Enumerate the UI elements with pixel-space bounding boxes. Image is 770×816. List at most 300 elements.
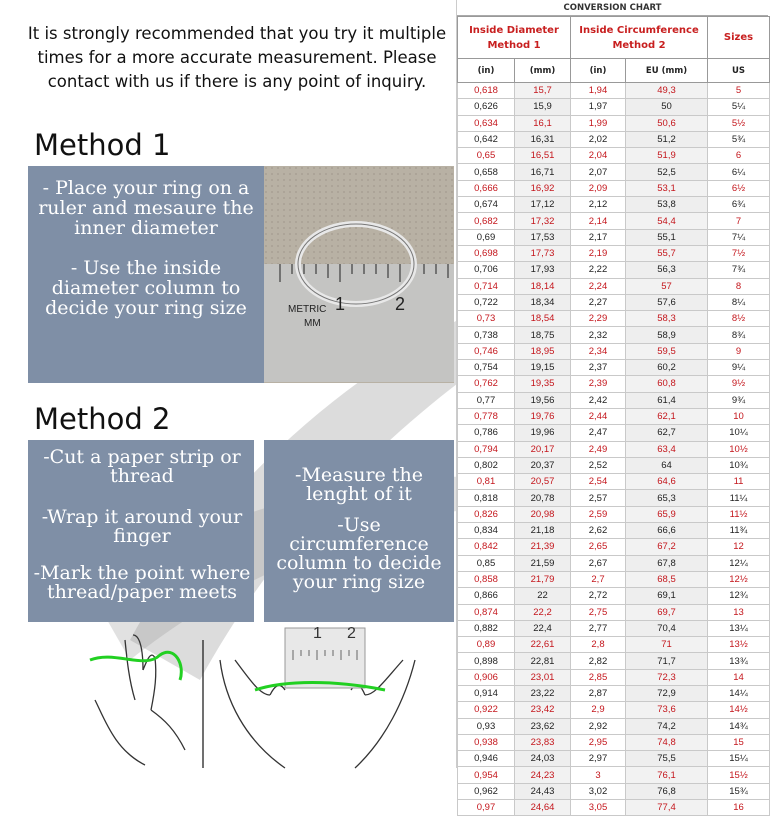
table-cell: 69,1 <box>626 588 708 604</box>
table-row <box>458 294 770 310</box>
table-cell: 2,17 <box>571 229 626 245</box>
table-cell: 22 <box>515 588 571 604</box>
ruler-metric-label: METRIC <box>288 304 327 315</box>
table-row <box>458 800 770 816</box>
table-cell: 7 <box>708 213 770 229</box>
table-cell: 0,73 <box>458 311 515 327</box>
table-cell: 0,954 <box>458 767 515 783</box>
table-cell: 0,826 <box>458 506 515 522</box>
table-cell: 56,3 <box>626 262 708 278</box>
table-cell: 2,12 <box>571 197 626 213</box>
table-row <box>458 783 770 799</box>
table-cell: 65,9 <box>626 506 708 522</box>
table-cell: 15,7 <box>515 83 571 99</box>
table-cell: 16,92 <box>515 180 571 196</box>
method-2-title: Method 2 <box>34 402 171 436</box>
table-cell: 22,81 <box>515 653 571 669</box>
ruler-mm-label: MM <box>304 318 321 329</box>
table-cell: 3 <box>571 767 626 783</box>
table-cell: 58,9 <box>626 327 708 343</box>
table-cell: 58,3 <box>626 311 708 327</box>
table-cell: 0,93 <box>458 718 515 734</box>
table-cell: 23,62 <box>515 718 571 734</box>
header-inside-diameter: Inside Diameter Method 1 <box>458 17 571 59</box>
thread-ruler-number-2: 2 <box>347 625 356 642</box>
table-cell: 17,93 <box>515 262 571 278</box>
table-cell: 2,75 <box>571 604 626 620</box>
table-cell: 2,19 <box>571 245 626 261</box>
table-cell: 2,02 <box>571 131 626 147</box>
table-cell: 3,02 <box>571 783 626 799</box>
table-cell: 55,1 <box>626 229 708 245</box>
table-cell: 13¼ <box>708 620 770 636</box>
table-cell: 57,6 <box>626 294 708 310</box>
table-cell: 59,5 <box>626 343 708 359</box>
table-cell: 0,722 <box>458 294 515 310</box>
table-cell: 50,6 <box>626 115 708 131</box>
table-cell: 10¾ <box>708 457 770 473</box>
table-cell: 0,882 <box>458 620 515 636</box>
table-cell: 0,754 <box>458 360 515 376</box>
hands-drawing <box>85 620 425 768</box>
table-row <box>458 229 770 245</box>
table-row <box>458 262 770 278</box>
table-cell: 24,03 <box>515 751 571 767</box>
unit-diameter-mm: (mm) <box>515 59 571 83</box>
table-cell: 17,73 <box>515 245 571 261</box>
table-cell: 0,794 <box>458 441 515 457</box>
table-cell: 75,5 <box>626 751 708 767</box>
table-cell: 65,3 <box>626 490 708 506</box>
method-2-left-instructions <box>30 448 254 602</box>
table-cell: 0,802 <box>458 457 515 473</box>
table-cell: 2,49 <box>571 441 626 457</box>
table-cell: 2,47 <box>571 425 626 441</box>
table-cell: 2,54 <box>571 474 626 490</box>
table-cell: 55,7 <box>626 245 708 261</box>
table-cell: 13¾ <box>708 653 770 669</box>
ruler-number-1: 1 <box>335 294 346 314</box>
table-cell: 2,85 <box>571 669 626 685</box>
method-2-step-3: -Mark the point where thread/paper meets <box>33 562 251 603</box>
table-cell: 61,4 <box>626 392 708 408</box>
table-cell: 0,786 <box>458 425 515 441</box>
table-row <box>458 523 770 539</box>
table-cell: 20,57 <box>515 474 571 490</box>
table-cell: 0,746 <box>458 343 515 359</box>
table-cell: 2,32 <box>571 327 626 343</box>
table-row <box>458 376 770 392</box>
table-cell: 15½ <box>708 767 770 783</box>
table-cell: 6 <box>708 148 770 164</box>
table-cell: 24,64 <box>515 800 571 816</box>
table-row <box>458 311 770 327</box>
table-cell: 11½ <box>708 506 770 522</box>
table-row <box>458 751 770 767</box>
table-cell: 0,89 <box>458 637 515 653</box>
table-cell: 0,698 <box>458 245 515 261</box>
table-cell: 23,01 <box>515 669 571 685</box>
table-cell: 2,82 <box>571 653 626 669</box>
method-2-right-instructions <box>266 466 452 592</box>
table-row <box>458 197 770 213</box>
ruler-number-2: 2 <box>395 294 406 314</box>
table-cell: 0,762 <box>458 376 515 392</box>
table-cell: 13 <box>708 604 770 620</box>
table-cell: 14¼ <box>708 685 770 701</box>
table-row <box>458 327 770 343</box>
size-table <box>457 16 770 816</box>
table-row <box>458 506 770 522</box>
table-cell: 19,96 <box>515 425 571 441</box>
table-cell: 5¾ <box>708 131 770 147</box>
table-cell: 52,5 <box>626 164 708 180</box>
table-cell: 2,37 <box>571 360 626 376</box>
table-cell: 74,8 <box>626 734 708 750</box>
table-cell: 66,6 <box>626 523 708 539</box>
table-row <box>458 474 770 490</box>
table-row <box>458 539 770 555</box>
table-row <box>458 83 770 99</box>
table-cell: 71 <box>626 637 708 653</box>
table-cell: 0,898 <box>458 653 515 669</box>
table-cell: 3,05 <box>571 800 626 816</box>
table-cell: 19,76 <box>515 408 571 424</box>
method-1-instructions <box>32 178 260 318</box>
table-cell: 2,52 <box>571 457 626 473</box>
table-cell: 0,618 <box>458 83 515 99</box>
table-cell: 19,35 <box>515 376 571 392</box>
table-cell: 23,83 <box>515 734 571 750</box>
table-cell: 17,12 <box>515 197 571 213</box>
table-cell: 18,54 <box>515 311 571 327</box>
method-1-step-2: - Use the inside diameter column to decide your ring size <box>45 257 247 319</box>
table-cell: 5 <box>708 83 770 99</box>
table-cell: 22,2 <box>515 604 571 620</box>
table-cell: 1,97 <box>571 99 626 115</box>
table-cell: 1,99 <box>571 115 626 131</box>
table-row <box>458 425 770 441</box>
table-cell: 0,922 <box>458 702 515 718</box>
table-cell: 20,37 <box>515 457 571 473</box>
table-cell: 24,43 <box>515 783 571 799</box>
table-cell: 2,44 <box>571 408 626 424</box>
table-cell: 0,69 <box>458 229 515 245</box>
table-row <box>458 164 770 180</box>
table-cell: 17,53 <box>515 229 571 245</box>
table-cell: 60,2 <box>626 360 708 376</box>
table-cell: 12¼ <box>708 555 770 571</box>
table-cell: 15 <box>708 734 770 750</box>
table-cell: 2,27 <box>571 294 626 310</box>
table-cell: 2,22 <box>571 262 626 278</box>
table-cell: 2,97 <box>571 751 626 767</box>
method-1-title: Method 1 <box>34 128 171 162</box>
table-cell: 2,39 <box>571 376 626 392</box>
table-cell: 57 <box>626 278 708 294</box>
table-cell: 8¼ <box>708 294 770 310</box>
table-cell: 0,962 <box>458 783 515 799</box>
table-cell: 14½ <box>708 702 770 718</box>
table-cell: 0,97 <box>458 800 515 816</box>
table-cell: 11¼ <box>708 490 770 506</box>
table-cell: 2,14 <box>571 213 626 229</box>
table-cell: 68,5 <box>626 571 708 587</box>
table-cell: 2,9 <box>571 702 626 718</box>
table-cell: 5¼ <box>708 99 770 115</box>
table-cell: 0,642 <box>458 131 515 147</box>
table-cell: 0,65 <box>458 148 515 164</box>
table-row <box>458 669 770 685</box>
table-cell: 2,04 <box>571 148 626 164</box>
method-2-step-5: -Use circumference column to decide your ring size <box>276 514 442 593</box>
table-cell: 22,4 <box>515 620 571 636</box>
table-cell: 71,7 <box>626 653 708 669</box>
table-row <box>458 245 770 261</box>
table-cell: 24,23 <box>515 767 571 783</box>
table-row <box>458 685 770 701</box>
table-cell: 2,72 <box>571 588 626 604</box>
table-cell: 12¾ <box>708 588 770 604</box>
table-cell: 49,3 <box>626 83 708 99</box>
table-cell: 0,906 <box>458 669 515 685</box>
table-cell: 2,7 <box>571 571 626 587</box>
table-cell: 21,59 <box>515 555 571 571</box>
table-cell: 0,81 <box>458 474 515 490</box>
size-table-body <box>458 83 770 816</box>
table-cell: 6¼ <box>708 164 770 180</box>
table-cell: 2,34 <box>571 343 626 359</box>
table-row <box>458 148 770 164</box>
unit-circumference-in: (in) <box>571 59 626 83</box>
table-cell: 74,2 <box>626 718 708 734</box>
conversion-chart <box>456 0 768 814</box>
table-cell: 17,32 <box>515 213 571 229</box>
table-row <box>458 490 770 506</box>
table-cell: 9 <box>708 343 770 359</box>
table-cell: 0,674 <box>458 197 515 213</box>
table-cell: 15,9 <box>515 99 571 115</box>
table-cell: 20,78 <box>515 490 571 506</box>
table-cell: 9½ <box>708 376 770 392</box>
table-cell: 67,8 <box>626 555 708 571</box>
table-row <box>458 392 770 408</box>
table-cell: 0,866 <box>458 588 515 604</box>
table-cell: 0,658 <box>458 164 515 180</box>
table-cell: 72,3 <box>626 669 708 685</box>
table-row <box>458 441 770 457</box>
table-cell: 16,31 <box>515 131 571 147</box>
table-cell: 69,7 <box>626 604 708 620</box>
table-cell: 18,75 <box>515 327 571 343</box>
unit-diameter-in: (in) <box>458 59 515 83</box>
table-row <box>458 604 770 620</box>
table-cell: 2,59 <box>571 506 626 522</box>
table-cell: 2,92 <box>571 718 626 734</box>
table-row <box>458 343 770 359</box>
table-cell: 21,79 <box>515 571 571 587</box>
method-2-step-2: -Wrap it around your finger <box>41 506 243 547</box>
table-cell: 64,6 <box>626 474 708 490</box>
table-cell: 0,914 <box>458 685 515 701</box>
table-cell: 67,2 <box>626 539 708 555</box>
table-cell: 2,77 <box>571 620 626 636</box>
table-row <box>458 718 770 734</box>
table-cell: 0,626 <box>458 99 515 115</box>
table-cell: 2,42 <box>571 392 626 408</box>
method-2-step-4: -Measure the lenght of it <box>295 464 423 505</box>
table-cell: 11¾ <box>708 523 770 539</box>
method-1-step-1: - Place your ring on a ruler and mesaure the inner diameter <box>38 177 254 239</box>
table-cell: 63,4 <box>626 441 708 457</box>
table-cell: 21,39 <box>515 539 571 555</box>
method-2-step-1: -Cut a paper strip or thread <box>43 446 241 487</box>
table-row <box>458 637 770 653</box>
table-cell: 2,24 <box>571 278 626 294</box>
table-cell: 64 <box>626 457 708 473</box>
table-cell: 51,9 <box>626 148 708 164</box>
table-cell: 20,98 <box>515 506 571 522</box>
table-cell: 16,1 <box>515 115 571 131</box>
table-cell: 19,56 <box>515 392 571 408</box>
table-cell: 16,51 <box>515 148 571 164</box>
table-cell: 0,858 <box>458 571 515 587</box>
table-cell: 0,874 <box>458 604 515 620</box>
table-cell: 6½ <box>708 180 770 196</box>
table-cell: 2,95 <box>571 734 626 750</box>
table-cell: 10¼ <box>708 425 770 441</box>
table-cell: 2,09 <box>571 180 626 196</box>
table-cell: 73,6 <box>626 702 708 718</box>
table-row <box>458 213 770 229</box>
table-cell: 18,95 <box>515 343 571 359</box>
table-row <box>458 457 770 473</box>
table-cell: 23,42 <box>515 702 571 718</box>
table-cell: 0,842 <box>458 539 515 555</box>
table-cell: 11 <box>708 474 770 490</box>
table-cell: 20,17 <box>515 441 571 457</box>
table-row <box>458 620 770 636</box>
unit-circumference-eu-mm: EU (mm) <box>626 59 708 83</box>
table-row <box>458 734 770 750</box>
table-cell: 2,8 <box>571 637 626 653</box>
table-cell: 0,682 <box>458 213 515 229</box>
table-cell: 0,738 <box>458 327 515 343</box>
table-row <box>458 115 770 131</box>
table-cell: 15¼ <box>708 751 770 767</box>
table-row <box>458 555 770 571</box>
header-inside-circumference: Inside Circumference Method 2 <box>571 17 708 59</box>
table-cell: 62,1 <box>626 408 708 424</box>
thread-ruler-number-1: 1 <box>313 625 322 642</box>
table-cell: 72,9 <box>626 685 708 701</box>
table-cell: 8½ <box>708 311 770 327</box>
table-cell: 10 <box>708 408 770 424</box>
table-cell: 9¼ <box>708 360 770 376</box>
table-cell: 8 <box>708 278 770 294</box>
table-row <box>458 702 770 718</box>
table-row <box>458 99 770 115</box>
table-cell: 2,07 <box>571 164 626 180</box>
table-cell: 16,71 <box>515 164 571 180</box>
table-cell: 14¾ <box>708 718 770 734</box>
table-cell: 23,22 <box>515 685 571 701</box>
table-cell: 0,946 <box>458 751 515 767</box>
table-cell: 14 <box>708 669 770 685</box>
table-cell: 60,8 <box>626 376 708 392</box>
table-cell: 5½ <box>708 115 770 131</box>
table-cell: 0,818 <box>458 490 515 506</box>
table-cell: 76,1 <box>626 767 708 783</box>
table-cell: 7½ <box>708 245 770 261</box>
table-cell: 0,85 <box>458 555 515 571</box>
table-cell: 2,65 <box>571 539 626 555</box>
table-row <box>458 360 770 376</box>
table-row <box>458 588 770 604</box>
table-cell: 18,14 <box>515 278 571 294</box>
table-cell: 0,666 <box>458 180 515 196</box>
table-cell: 53,8 <box>626 197 708 213</box>
table-cell: 7¾ <box>708 262 770 278</box>
table-cell: 50 <box>626 99 708 115</box>
table-cell: 53,1 <box>626 180 708 196</box>
table-cell: 10½ <box>708 441 770 457</box>
table-cell: 19,15 <box>515 360 571 376</box>
table-cell: 7¼ <box>708 229 770 245</box>
table-cell: 2,67 <box>571 555 626 571</box>
table-cell: 16 <box>708 800 770 816</box>
table-cell: 15¾ <box>708 783 770 799</box>
table-row <box>458 131 770 147</box>
table-row <box>458 767 770 783</box>
table-cell: 21,18 <box>515 523 571 539</box>
table-cell: 76,8 <box>626 783 708 799</box>
table-cell: 70,4 <box>626 620 708 636</box>
table-cell: 8¾ <box>708 327 770 343</box>
table-cell: 0,634 <box>458 115 515 131</box>
table-cell: 51,2 <box>626 131 708 147</box>
hands-illustration <box>85 620 425 768</box>
header-sizes: Sizes <box>708 17 770 59</box>
table-cell: 54,4 <box>626 213 708 229</box>
table-cell: 9¾ <box>708 392 770 408</box>
table-cell: 0,706 <box>458 262 515 278</box>
table-cell: 6¾ <box>708 197 770 213</box>
table-cell: 2,57 <box>571 490 626 506</box>
table-cell: 62,7 <box>626 425 708 441</box>
ring-ruler-illustration <box>264 166 454 383</box>
chart-title: CONVERSION CHART <box>457 0 768 16</box>
table-cell: 0,77 <box>458 392 515 408</box>
unit-us-size: US <box>708 59 770 83</box>
table-cell: 2,29 <box>571 311 626 327</box>
intro-text: It is strongly recommended that you try it multiple times for a more accurate measurement. Please contact with us if there is any point of inquiry. <box>27 24 447 91</box>
table-row <box>458 278 770 294</box>
table-cell: 0,714 <box>458 278 515 294</box>
table-cell: 0,778 <box>458 408 515 424</box>
table-row <box>458 571 770 587</box>
table-cell: 77,4 <box>626 800 708 816</box>
table-cell: 2,87 <box>571 685 626 701</box>
table-cell: 12 <box>708 539 770 555</box>
table-row <box>458 408 770 424</box>
table-row <box>458 180 770 196</box>
table-cell: 2,62 <box>571 523 626 539</box>
table-cell: 0,938 <box>458 734 515 750</box>
table-cell: 13½ <box>708 637 770 653</box>
table-cell: 0,834 <box>458 523 515 539</box>
table-cell: 18,34 <box>515 294 571 310</box>
